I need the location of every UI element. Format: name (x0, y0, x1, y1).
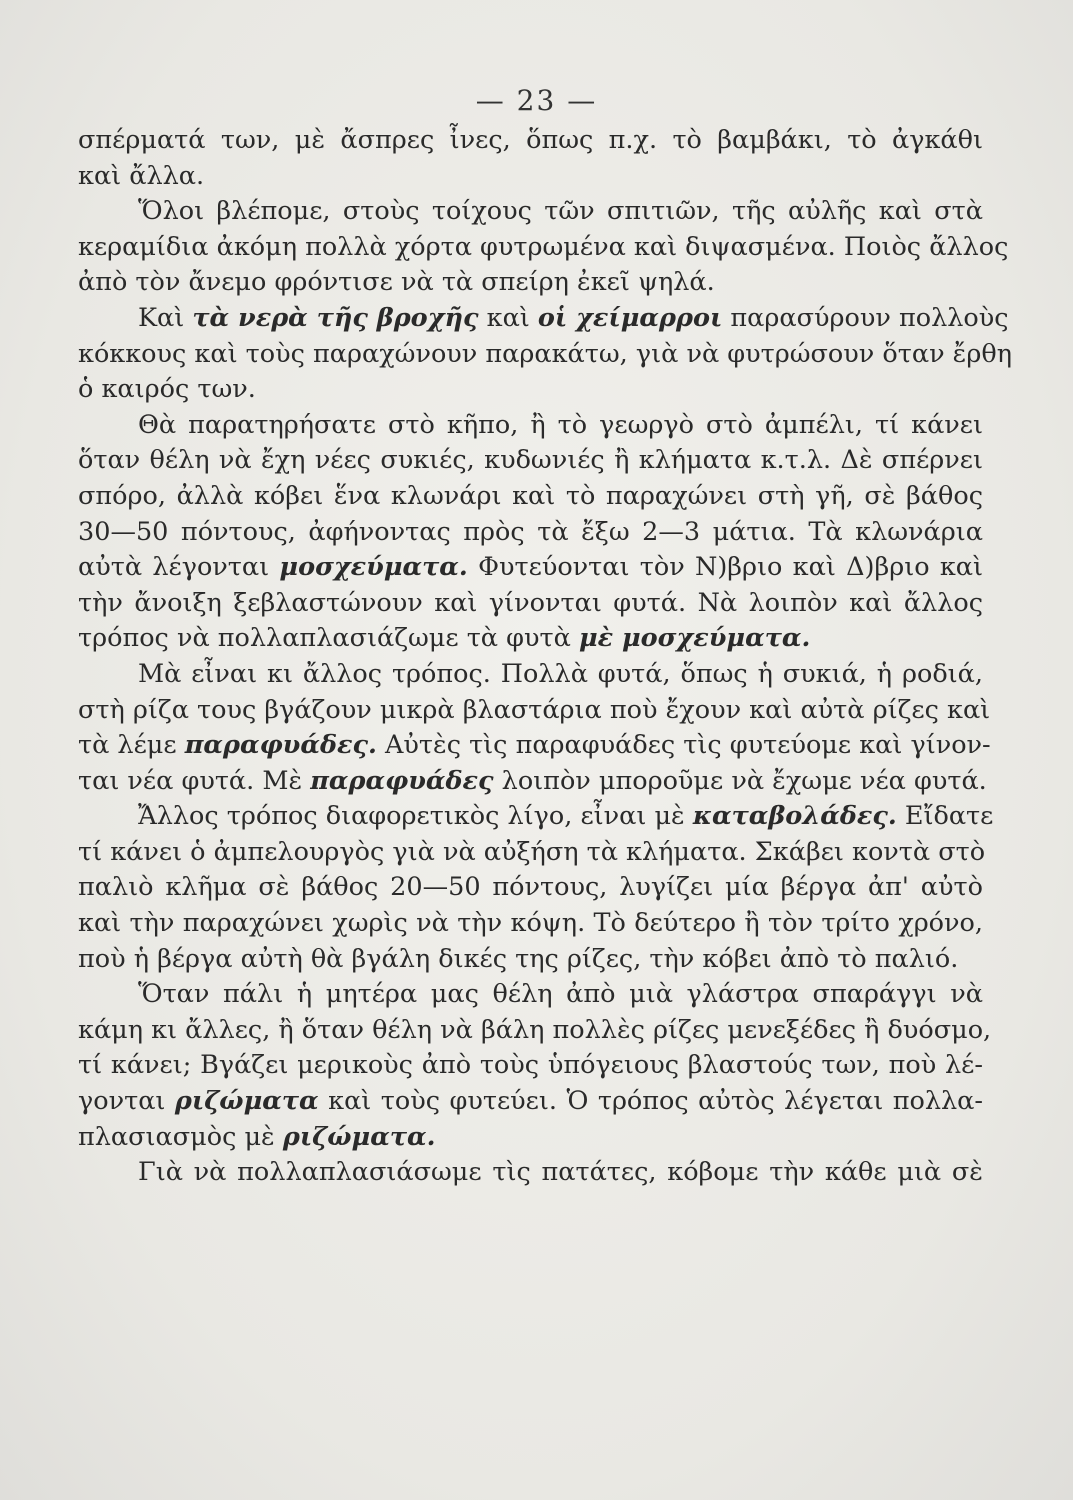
text-segment: πλασιασμὸς μὲ (78, 1121, 283, 1152)
text-line (78, 660, 983, 688)
text-line (78, 375, 983, 403)
text-line (78, 268, 983, 296)
emphasized-term: παραφυάδες. (184, 730, 377, 761)
text-line (78, 126, 983, 154)
text-segment: τὴν ἄνοιξη ξεβλαστώνουν καὶ γίνονται φυτά. Νὰ λοιπὸν καὶ ἄλλος (78, 587, 983, 618)
text-line (78, 302, 1009, 333)
text-line (78, 1123, 983, 1151)
text-segment: Αὐτὲς τὶς παραφυάδες τὶς φυτεύομε καὶ γίνον- (376, 730, 991, 761)
text-segment: καὶ τοὺς φυτεύει. Ὁ τρόπος αὐτὸς λέγεται πολλα- (318, 1086, 983, 1117)
emphasized-term: παραφυάδες (310, 765, 494, 796)
text-segment: Καὶ (138, 302, 193, 333)
text-line (78, 694, 991, 725)
text-segment: 30—50 πόντους, ἀφήνοντας πρὸς τὰ ἔξω 2—3 μάτια. Τὰ κλωνάρια (78, 516, 983, 547)
text-line (78, 624, 983, 652)
text-segment: τὰ λέμε (78, 730, 185, 761)
text-segment: ὅταν θέλη νὰ ἔχη νέες συκιές, κυδωνιές ἢ κλήματα κ.τ.λ. Δὲ σπέρνει (78, 445, 983, 476)
text-segment: Ὅταν πάλι ἡ μητέρα μας θέλη ἀπὸ μιὰ γλάστρα σπαράγγι νὰ (138, 979, 983, 1010)
text-line (78, 197, 983, 225)
text-segment: τρόπος νὰ πολλαπλασιάζωμε τὰ φυτὰ (78, 623, 579, 654)
text-segment: τί κάνει ὁ ἀμπελουργὸς γιὰ νὰ αὐξήση τὰ κλήματα. Σκάβει κοντὰ στὸ (78, 836, 986, 867)
text-segment: καὶ ἄλλα. (78, 160, 205, 191)
text-segment: στὴ ρίζα τους βγάζουν μικρὰ βλαστάρια ποὺ ἔχουν καὶ αὐτὰ ρίζες καὶ (78, 694, 991, 725)
text-segment: παλιὸ κλῆμα σὲ βάθος 20—50 πόντους, λυγίζει μία βέργα ἀπ' αὐτὸ (78, 872, 983, 903)
text-segment: καὶ τὴν παραχώνει χωρὶς νὰ τὴν κόψη. Τὸ δεύτερο ἢ τὸν τρίτο χρόνο, (78, 908, 983, 939)
text-line (78, 801, 994, 832)
page-number: — 23 — (475, 84, 598, 117)
text-line (78, 518, 983, 546)
text-line (78, 1014, 992, 1045)
text-segment: καὶ (478, 302, 538, 333)
text-line (78, 553, 983, 581)
emphasized-term: τὰ νερὰ τῆς βροχῆς (192, 302, 479, 333)
text-line (78, 730, 991, 761)
text-segment: γονται (78, 1086, 175, 1117)
body-text (78, 125, 1012, 1188)
text-segment: ται νέα φυτά. Μὲ (78, 765, 311, 796)
text-line (78, 836, 986, 867)
text-line (78, 945, 983, 973)
text-line (78, 980, 983, 1008)
emphasized-term: ριζώματα. (282, 1121, 436, 1152)
text-line (78, 1051, 983, 1079)
text-segment: σπόρο, ἀλλὰ κόβει ἕνα κλωνάρι καὶ τὸ παραχώνει στὴ γῆ, σὲ βάθος (78, 480, 983, 511)
emphasized-term: καταβολάδες. (692, 801, 897, 832)
text-line (78, 1158, 983, 1186)
text-segment: τί κάνει; Βγάζει μερικοὺς ἀπὸ τοὺς ὑπόγειους βλαστούς των, ποὺ λέ- (78, 1050, 983, 1081)
text-segment: αὐτὰ λέγονται (78, 552, 280, 583)
text-line (78, 589, 983, 617)
text-line (78, 411, 983, 439)
text-line (78, 482, 983, 510)
text-segment: Φυτεύονται τὸν Ν)βριο καὶ Δ)βριο καὶ (467, 552, 983, 583)
text-line (78, 231, 1009, 262)
text-line (78, 1087, 983, 1115)
text-segment: ποὺ ἡ βέργα αὐτὴ θὰ βγάλη δικές της ρίζες, τὴν κόβει ἀπὸ τὸ παλιό. (78, 943, 959, 974)
emphasized-term: οἱ χείμαρροι (537, 302, 723, 333)
text-segment: Γιὰ νὰ πολλαπλασιάσωμε τὶς πατάτες, κόβομε τὴν κάθε μιὰ σὲ (138, 1157, 983, 1188)
emphasized-term: ριζώματα (174, 1086, 319, 1117)
text-line (78, 446, 983, 474)
text-segment: ὁ καιρός των. (78, 374, 256, 405)
text-segment: κεραμίδια ἀκόμη πολλὰ χόρτα φυτρωμένα καὶ διψασμένα. Ποιὸς ἄλλος (78, 231, 1009, 262)
text-segment: κόκκους καὶ τοὺς παραχώνουν παρακάτω, γιὰ νὰ φυτρώσουν ὅταν ἔρθη (78, 338, 1012, 369)
text-line (78, 909, 983, 937)
text-line (78, 162, 983, 190)
emphasized-term: μὲ μοσχεύματα. (578, 623, 811, 654)
text-segment: Θὰ παρατηρήσατε στὸ κῆπο, ἢ τὸ γεωργὸ στὸ ἀμπέλι, τί κάνει (138, 409, 983, 440)
text-segment: κάμη κι ἄλλες, ἢ ὅταν θέλη νὰ βάλη πολλὲς ρίζες μενεξέδες ἢ δυόσμο, (78, 1014, 992, 1045)
text-line (78, 765, 987, 796)
text-segment: λοιπὸν μποροῦμε νὰ ἔχωμε νέα φυτά. (493, 765, 987, 796)
text-line (78, 338, 1012, 369)
text-segment: Ἄλλος τρόπος διαφορετικὸς λίγο, εἶναι μὲ (138, 801, 693, 832)
text-segment: ἀπὸ τὸν ἄνεμο φρόντισε νὰ τὰ σπείρη ἐκεῖ ψηλά. (78, 267, 715, 298)
text-segment: Ὅλοι βλέπομε, στοὺς τοίχους τῶν σπιτιῶν, τῆς αὐλῆς καὶ στὰ (138, 196, 983, 227)
text-segment: σπέρματά των, μὲ ἄσπρες ἶνες, ὅπως π.χ. τὸ βαμβάκι, τὸ ἀγκάθι (78, 125, 983, 155)
text-line (78, 873, 983, 901)
text-segment: Εἴδατε (896, 801, 994, 832)
text-segment: παρασύρουν πολλοὺς (722, 302, 1009, 333)
emphasized-term: μοσχεύματα. (279, 552, 468, 583)
text-segment: Μὰ εἶναι κι ἄλλος τρόπος. Πολλὰ φυτά, ὅπως ἡ συκιά, ἡ ροδιά, (138, 658, 983, 689)
